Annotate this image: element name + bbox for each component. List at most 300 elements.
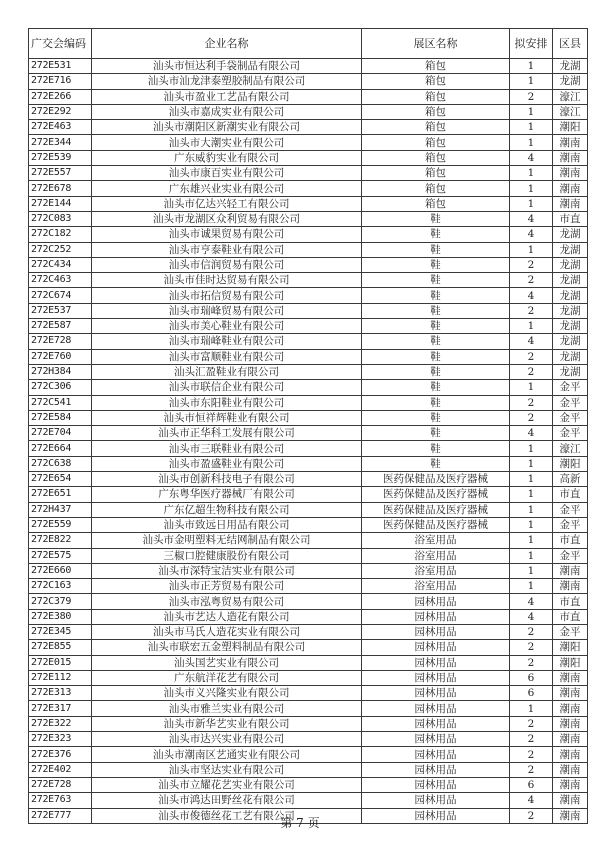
company-name-cell: 汕头市嘉成实业有限公司 [92,104,362,119]
exhibit-area-cell: 园林用品 [362,640,510,655]
table-row [29,257,588,272]
exhibit-area-cell: 箱包 [362,89,510,104]
exhibit-area-cell: 鞋 [362,426,510,441]
exhibit-area-cell: 箱包 [362,150,510,165]
booth-count-cell: 2 [510,655,553,670]
exhibit-area-cell: 医药保健品及医疗器械 [362,487,510,502]
district-cell: 潮南 [553,762,588,777]
table-row [29,242,588,257]
company-code-cell: 272E678 [29,181,92,196]
district-cell: 潮阳 [553,655,588,670]
company-code-cell: 272E344 [29,135,92,150]
exhibit-area-cell: 医药保健品及医疗器械 [362,502,510,517]
company-code-cell: 272E651 [29,487,92,502]
company-code-cell: 272E292 [29,104,92,119]
page-number: 第 7 页 [280,816,320,830]
table-row [29,364,588,379]
company-code-cell: 272E380 [29,609,92,624]
exhibit-area-cell: 医药保健品及医疗器械 [362,517,510,532]
district-cell: 潮南 [553,716,588,731]
exhibit-area-cell: 鞋 [362,410,510,425]
table-row [29,273,588,288]
table-row [29,349,588,364]
booth-count-cell: 1 [510,104,553,119]
company-name-cell: 汕头市立耀花艺实业有限公司 [92,777,362,792]
table-row [29,181,588,196]
table-row [29,640,588,655]
table-row [29,303,588,318]
district-cell: 市直 [553,533,588,548]
district-cell: 龙湖 [553,59,588,74]
company-code-cell: 272C379 [29,594,92,609]
exhibit-area-cell: 鞋 [362,242,510,257]
district-cell: 龙湖 [553,257,588,272]
booth-count-cell: 4 [510,609,553,624]
company-code-cell: 272E760 [29,349,92,364]
table-row [29,548,588,563]
company-name-cell: 汕头市坚达实业有限公司 [92,762,362,777]
table-row [29,777,588,792]
booth-count-cell: 4 [510,334,553,349]
company-name-cell: 广东威豹实业有限公司 [92,150,362,165]
exhibit-area-cell: 鞋 [362,211,510,226]
table-row [29,89,588,104]
booth-count-cell: 1 [510,517,553,532]
company-code-cell: 272E323 [29,732,92,747]
district-cell: 濠江 [553,89,588,104]
district-cell: 龙湖 [553,242,588,257]
table-row [29,793,588,808]
district-cell: 金平 [553,548,588,563]
table-row [29,395,588,410]
table-row [29,472,588,487]
table-row [29,59,588,74]
booth-count-cell: 4 [510,288,553,303]
table-body [29,59,588,824]
company-name-cell: 汕头市拓信贸易有限公司 [92,288,362,303]
table-row [29,166,588,181]
company-name-cell: 汕头市达兴实业有限公司 [92,732,362,747]
district-cell: 龙湖 [553,74,588,89]
company-name-cell: 汕头市泓粤贸易有限公司 [92,594,362,609]
company-code-cell: 272E557 [29,166,92,181]
table-row [29,196,588,211]
district-cell: 濠江 [553,104,588,119]
booth-count-cell: 1 [510,74,553,89]
district-cell: 市直 [553,594,588,609]
exhibit-area-cell: 园林用品 [362,793,510,808]
district-cell: 潮南 [553,686,588,701]
company-code-cell: 272E575 [29,548,92,563]
company-name-cell: 汕头市鸿达田野丝花有限公司 [92,793,362,808]
exhibit-area-cell: 浴室用品 [362,563,510,578]
district-cell: 龙湖 [553,319,588,334]
district-cell: 潮阳 [553,120,588,135]
company-code-cell: 272C252 [29,242,92,257]
exhibit-area-cell: 园林用品 [362,777,510,792]
company-code-cell: 272H437 [29,502,92,517]
booth-count-cell: 2 [510,273,553,288]
company-code-cell: 272C463 [29,273,92,288]
company-code-cell: 272C638 [29,456,92,471]
district-cell: 龙湖 [553,227,588,242]
company-code-cell: 272E376 [29,747,92,762]
booth-count-cell: 1 [510,166,553,181]
district-cell: 龙湖 [553,364,588,379]
table-row [29,227,588,242]
table-row [29,762,588,777]
company-code-cell: 272E654 [29,472,92,487]
district-cell: 潮南 [553,181,588,196]
company-code-cell: 272E463 [29,120,92,135]
company-code-cell: 272E112 [29,670,92,685]
company-code-cell: 272E855 [29,640,92,655]
district-cell: 龙湖 [553,273,588,288]
company-name-cell: 汕头市信润贸易有限公司 [92,257,362,272]
booth-count-cell: 1 [510,242,553,257]
exhibit-area-cell: 园林用品 [362,808,510,823]
company-name-cell: 汕头市联宏五金塑料制品有限公司 [92,640,362,655]
table-row [29,334,588,349]
company-code-cell: 272E822 [29,533,92,548]
company-code-cell: 272E266 [29,89,92,104]
booth-count-cell: 1 [510,563,553,578]
company-code-cell: 272E728 [29,334,92,349]
booth-count-cell: 6 [510,777,553,792]
exhibit-area-cell: 鞋 [362,334,510,349]
company-code-cell: 272H384 [29,364,92,379]
district-cell: 潮南 [553,166,588,181]
booth-count-cell: 1 [510,579,553,594]
booth-count-cell: 1 [510,135,553,150]
district-cell: 龙湖 [553,349,588,364]
exhibit-area-cell: 箱包 [362,59,510,74]
company-name-cell: 广东亿超生物科技有限公司 [92,502,362,517]
company-name-cell: 汕头市恒祥辉鞋业有限公司 [92,410,362,425]
table-row [29,74,588,89]
exhibit-area-cell: 鞋 [362,319,510,334]
table-row [29,624,588,639]
booth-count-cell: 4 [510,594,553,609]
company-code-cell: 272C182 [29,227,92,242]
company-code-cell: 272E537 [29,303,92,318]
booth-count-cell: 2 [510,364,553,379]
table-row [29,579,588,594]
booth-count-cell: 1 [510,441,553,456]
company-name-cell: 汕头市诚果贸易有限公司 [92,227,362,242]
district-cell: 金平 [553,624,588,639]
booth-count-cell: 2 [510,762,553,777]
exhibitor-table [28,28,588,824]
exhibit-area-cell: 园林用品 [362,609,510,624]
company-name-cell: 三椒口腔健康股份有限公司 [92,548,362,563]
header-company: 企业名称 [92,29,362,59]
district-cell: 潮南 [553,579,588,594]
exhibit-area-cell: 鞋 [362,273,510,288]
exhibit-area-cell: 箱包 [362,181,510,196]
company-code-cell: 272C541 [29,395,92,410]
company-code-cell: 272E313 [29,686,92,701]
booth-count-cell: 1 [510,533,553,548]
company-name-cell: 广东航洋花艺有限公司 [92,670,362,685]
exhibit-area-cell: 园林用品 [362,716,510,731]
table-row [29,502,588,517]
booth-count-cell: 2 [510,349,553,364]
exhibit-area-cell: 园林用品 [362,762,510,777]
booth-count-cell: 1 [510,181,553,196]
table-row [29,487,588,502]
exhibit-area-cell: 浴室用品 [362,579,510,594]
company-name-cell: 汕头市联信企业有限公司 [92,380,362,395]
booth-count-cell: 2 [510,640,553,655]
company-name-cell: 汕头市潮阳区新潮实业有限公司 [92,120,362,135]
company-name-cell: 汕头市新华艺实业有限公司 [92,716,362,731]
booth-count-cell: 1 [510,701,553,716]
company-name-cell: 汕头市义兴隆实业有限公司 [92,686,362,701]
company-name-cell: 汕头市瑞峰贸易有限公司 [92,303,362,318]
table-row [29,732,588,747]
booth-count-cell: 4 [510,227,553,242]
exhibit-area-cell: 鞋 [362,227,510,242]
company-code-cell: 272E531 [29,59,92,74]
booth-count-cell: 2 [510,303,553,318]
table-row [29,211,588,226]
booth-count-cell: 4 [510,426,553,441]
company-name-cell: 汕头市盈盛鞋业有限公司 [92,456,362,471]
table-row [29,747,588,762]
table-row [29,517,588,532]
booth-count-cell: 1 [510,548,553,563]
company-name-cell: 汕头市美心鞋业有限公司 [92,319,362,334]
company-code-cell: 272E345 [29,624,92,639]
company-code-cell: 272E584 [29,410,92,425]
company-name-cell: 汕头市恒达利手袋制品有限公司 [92,59,362,74]
exhibit-area-cell: 箱包 [362,196,510,211]
exhibit-area-cell: 园林用品 [362,594,510,609]
exhibit-area-cell: 园林用品 [362,701,510,716]
table-row [29,426,588,441]
company-code-cell: 272E728 [29,777,92,792]
district-cell: 金平 [553,380,588,395]
company-code-cell: 272C434 [29,257,92,272]
company-name-cell: 汕头市瑞峰鞋业有限公司 [92,334,362,349]
exhibit-area-cell: 园林用品 [362,624,510,639]
company-name-cell: 汕头市三联鞋业有限公司 [92,441,362,456]
booth-count-cell: 4 [510,211,553,226]
table-row [29,701,588,716]
district-cell: 潮南 [553,701,588,716]
exhibit-area-cell: 箱包 [362,166,510,181]
booth-count-cell: 1 [510,456,553,471]
booth-count-cell: 2 [510,624,553,639]
company-code-cell: 272E402 [29,762,92,777]
booth-count-cell: 2 [510,732,553,747]
table-row [29,410,588,425]
company-code-cell: 272E559 [29,517,92,532]
company-name-cell: 汕头市潮南区艺通实业有限公司 [92,747,362,762]
exhibit-area-cell: 鞋 [362,303,510,318]
table-row [29,135,588,150]
booth-count-cell: 2 [510,410,553,425]
table-row [29,609,588,624]
district-cell: 龙湖 [553,288,588,303]
company-name-cell: 汕头市东阳鞋业有限公司 [92,395,362,410]
company-code-cell: 272E587 [29,319,92,334]
company-code-cell: 272C083 [29,211,92,226]
company-name-cell: 汕头市富顺鞋业有限公司 [92,349,362,364]
company-name-cell: 汕头市马氏人造花实业有限公司 [92,624,362,639]
table-row [29,533,588,548]
company-code-cell: 272E015 [29,655,92,670]
exhibit-area-cell: 园林用品 [362,670,510,685]
company-name-cell: 汕头汇盈鞋业有限公司 [92,364,362,379]
exhibit-area-cell: 鞋 [362,456,510,471]
header-count: 拟安排 [510,29,553,59]
exhibit-area-cell: 浴室用品 [362,533,510,548]
company-name-cell: 汕头市致远日用品有限公司 [92,517,362,532]
exhibit-area-cell: 医药保健品及医疗器械 [362,472,510,487]
district-cell: 金平 [553,395,588,410]
company-code-cell: 272C306 [29,380,92,395]
company-name-cell: 汕头市亨泰鞋业有限公司 [92,242,362,257]
booth-count-cell: 2 [510,257,553,272]
exhibit-area-cell: 箱包 [362,74,510,89]
company-code-cell: 272E539 [29,150,92,165]
district-cell: 潮南 [553,563,588,578]
company-name-cell: 汕头市康百实业有限公司 [92,166,362,181]
table-row [29,104,588,119]
company-name-cell: 汕头市雅兰实业有限公司 [92,701,362,716]
booth-count-cell: 2 [510,747,553,762]
company-name-cell: 汕头市正芳贸易有限公司 [92,579,362,594]
table-header-row [29,29,588,59]
company-code-cell: 272E704 [29,426,92,441]
district-cell: 金平 [553,517,588,532]
booth-count-cell: 1 [510,380,553,395]
district-cell: 潮南 [553,747,588,762]
district-cell: 金平 [553,426,588,441]
company-name-cell: 汕头市汕龙津泰塑胶制品有限公司 [92,74,362,89]
district-cell: 高新 [553,472,588,487]
booth-count-cell: 1 [510,196,553,211]
table-row [29,716,588,731]
booth-count-cell: 1 [510,59,553,74]
table-row [29,594,588,609]
district-cell: 金平 [553,410,588,425]
district-cell: 市直 [553,609,588,624]
exhibit-area-cell: 鞋 [362,441,510,456]
exhibit-area-cell: 园林用品 [362,747,510,762]
table-row [29,686,588,701]
company-code-cell: 272C674 [29,288,92,303]
district-cell: 金平 [553,502,588,517]
exhibit-area-cell: 箱包 [362,104,510,119]
district-cell: 潮南 [553,135,588,150]
table-row [29,319,588,334]
table-row [29,563,588,578]
company-code-cell: 272E777 [29,808,92,823]
exhibit-area-cell: 鞋 [362,349,510,364]
company-name-cell: 汕头市俊德丝花工艺有限公司 [92,808,362,823]
booth-count-cell: 6 [510,686,553,701]
table-row [29,456,588,471]
district-cell: 潮南 [553,670,588,685]
table-row [29,655,588,670]
booth-count-cell: 1 [510,120,553,135]
booth-count-cell: 1 [510,502,553,517]
header-district: 区县 [553,29,588,59]
company-name-cell: 汕头市大潮实业有限公司 [92,135,362,150]
header-area: 展区名称 [362,29,510,59]
company-code-cell: 272E664 [29,441,92,456]
table-row [29,150,588,165]
company-code-cell: 272E716 [29,74,92,89]
district-cell: 潮南 [553,732,588,747]
exhibit-area-cell: 鞋 [362,257,510,272]
company-name-cell: 广东雄兴业实业有限公司 [92,181,362,196]
company-name-cell: 汕头市创新科技电子有限公司 [92,472,362,487]
company-code-cell: 272E317 [29,701,92,716]
booth-count-cell: 4 [510,150,553,165]
company-name-cell: 汕头市佳时达贸易有限公司 [92,273,362,288]
booth-count-cell: 1 [510,319,553,334]
company-name-cell: 汕头市艺达人造花有限公司 [92,609,362,624]
company-code-cell: 272E322 [29,716,92,731]
district-cell: 潮南 [553,196,588,211]
district-cell: 潮阳 [553,640,588,655]
district-cell: 潮南 [553,793,588,808]
company-name-cell: 汕头市盈业工艺品有限公司 [92,89,362,104]
company-name-cell: 广东粤华医疗器械厂有限公司 [92,487,362,502]
booth-count-cell: 2 [510,716,553,731]
table-row [29,120,588,135]
booth-count-cell: 2 [510,89,553,104]
table-row [29,288,588,303]
company-name-cell: 汕头市金明塑料无结网制品有限公司 [92,533,362,548]
booth-count-cell: 6 [510,670,553,685]
table-row [29,380,588,395]
district-cell: 潮南 [553,150,588,165]
exhibit-area-cell: 鞋 [362,288,510,303]
district-cell: 潮南 [553,777,588,792]
company-code-cell: 272E660 [29,563,92,578]
booth-count-cell: 4 [510,793,553,808]
exhibit-area-cell: 园林用品 [362,732,510,747]
company-name-cell: 汕头市龙湖区众利贸易有限公司 [92,211,362,226]
company-code-cell: 272E144 [29,196,92,211]
booth-count-cell: 1 [510,472,553,487]
company-name-cell: 汕头市正华科工发展有限公司 [92,426,362,441]
exhibit-area-cell: 园林用品 [362,686,510,701]
booth-count-cell: 2 [510,808,553,823]
district-cell: 潮南 [553,808,588,823]
district-cell: 龙湖 [553,303,588,318]
exhibit-area-cell: 鞋 [362,364,510,379]
table-row [29,670,588,685]
company-name-cell: 汕头国艺实业有限公司 [92,655,362,670]
district-cell: 市直 [553,211,588,226]
district-cell: 濠江 [553,441,588,456]
booth-count-cell: 1 [510,487,553,502]
company-name-cell: 汕头市亿达兴轻工有限公司 [92,196,362,211]
exhibit-area-cell: 鞋 [362,395,510,410]
booth-count-cell: 2 [510,395,553,410]
exhibit-area-cell: 园林用品 [362,655,510,670]
exhibit-area-cell: 箱包 [362,120,510,135]
table-row [29,441,588,456]
company-code-cell: 272E763 [29,793,92,808]
exhibit-area-cell: 箱包 [362,135,510,150]
